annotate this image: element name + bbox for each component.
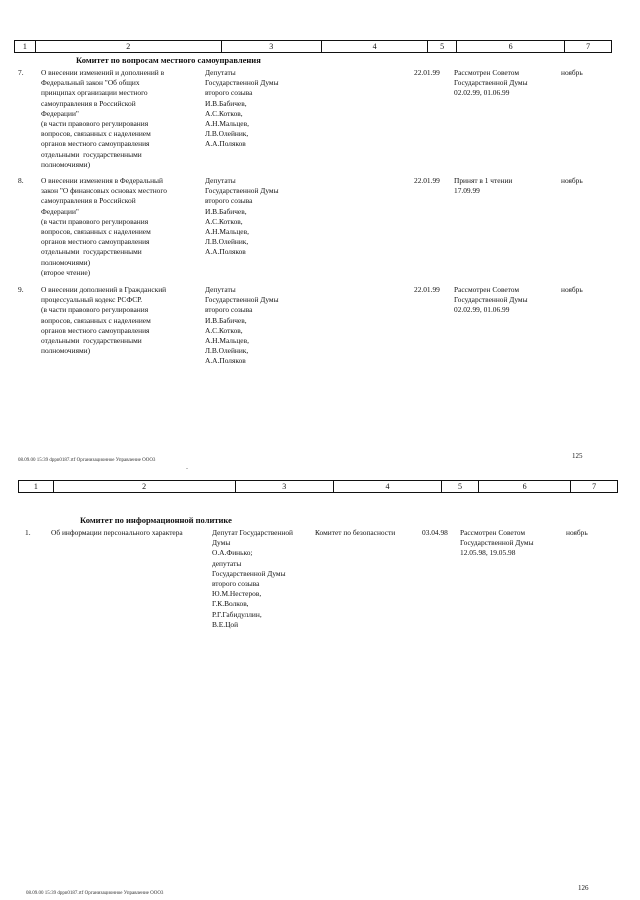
header-cell-1: 1 xyxy=(19,481,54,492)
header-cell-4: 4 xyxy=(334,481,442,492)
bill-authors: Депутаты Государственной Думы второго созыва И.В.Бабичев, А.С.Котков, А.Н.Мальцев, Л.В.Олейник, А.А.Поляков xyxy=(205,285,279,366)
planned-month: ноябрь xyxy=(561,68,583,77)
bill-title: О внесении изменения в Федеральный закон "О финансовых основах местного самоуправления в Российской Федерации" (в части правового регулирования вопросов, связанных с наделением органов местного самоуправления отдельными государственными полномочиями) (второе чтение) xyxy=(41,176,167,277)
header-cell-2: 2 xyxy=(54,481,236,492)
bill-title: О внесении изменений и дополнений в Федеральный закон "Об общих принципах организации местного самоуправления в Российской Федерации" (в части правового регулирования вопросов, связанных с наделением органов местного самоуправления отдельными государственными полномочиями) xyxy=(41,68,165,169)
header-cell-6: 6 xyxy=(479,481,571,492)
header-cell-5: 5 xyxy=(442,481,479,492)
bill-title: О внесении дополнений в Гражданский процессуальный кодекс РСФСР. (в части правового регулирования вопросов, связанных с наделением органов местного самоуправления отдельными государственными полномочиями) xyxy=(41,285,167,356)
header-cell-2: 2 xyxy=(36,41,222,52)
bill-authors: Депутат Государственной Думы О.А.Финько; депутаты Государственной Думы второго созыва Ю.М.Нестеров, Г.К.Волков, Р.Г.Габидуллин, В.Е.Цой xyxy=(212,528,293,629)
committee-title: Комитет по информационной политике xyxy=(80,515,232,525)
row-number: 9. xyxy=(18,285,24,294)
header-cell-7: 7 xyxy=(586,42,591,51)
row-number: 7. xyxy=(18,68,24,77)
bill-authors: Депутаты Государственной Думы второго созыва И.В.Бабичев, А.С.Котков, А.Н.Мальцев, Л.В.Олейник, А.А.Поляков xyxy=(205,176,279,257)
row-number: 8. xyxy=(18,176,24,185)
header-cell-3: 3 xyxy=(222,41,322,52)
column-number-header xyxy=(18,480,618,493)
page-number: 126 xyxy=(578,884,589,892)
bill-status: Рассмотрен Советом Государственной Думы 12.05.98, 19.05.98 xyxy=(460,528,534,558)
bill-status: Рассмотрен Советом Государственной Думы 02.02.99, 01.06.99 xyxy=(454,285,528,315)
page-number: 125 xyxy=(572,452,583,460)
header-cell-4: 4 xyxy=(322,41,428,52)
header-cell-7: 7 xyxy=(592,482,597,491)
submission-date: 22.01.99 xyxy=(414,285,440,294)
committee-title: Комитет по вопросам местного самоуправления xyxy=(76,55,261,65)
bill-status: Рассмотрен Советом Государственной Думы 02.02.99, 01.06.99 xyxy=(454,68,528,98)
submission-date: 22.01.99 xyxy=(414,68,440,77)
header-cell-1: 1 xyxy=(15,41,36,52)
co-executor: Комитет по безопасности xyxy=(315,528,396,537)
separator-mark: - xyxy=(186,466,188,472)
submission-date: 03.04.98 xyxy=(422,528,448,537)
submission-date: 22.01.99 xyxy=(414,176,440,185)
planned-month: ноябрь xyxy=(561,176,583,185)
column-number-header xyxy=(14,40,612,53)
bill-authors: Депутаты Государственной Думы второго созыва И.В.Бабичев, А.С.Котков, А.Н.Мальцев, Л.В.Олейник, А.А.Поляков xyxy=(205,68,279,149)
header-cell-6: 6 xyxy=(457,41,565,52)
header-cell-3: 3 xyxy=(236,481,334,492)
bill-title: Об информации персонального характера xyxy=(51,528,183,537)
bill-status: Принят в 1 чтении 17.09.99 xyxy=(454,176,513,196)
print-footer: 08.09.00 15:39 dppn0187.rtf Организационное Управление ООО3 xyxy=(18,458,156,463)
planned-month: ноябрь xyxy=(561,285,583,294)
row-number: 1. xyxy=(25,528,31,537)
header-cell-5: 5 xyxy=(428,41,457,52)
print-footer: 08.09.00 15:39 dppn0187.rtf Организационное Управление ООО3 xyxy=(26,891,164,896)
planned-month: ноябрь xyxy=(566,528,588,537)
